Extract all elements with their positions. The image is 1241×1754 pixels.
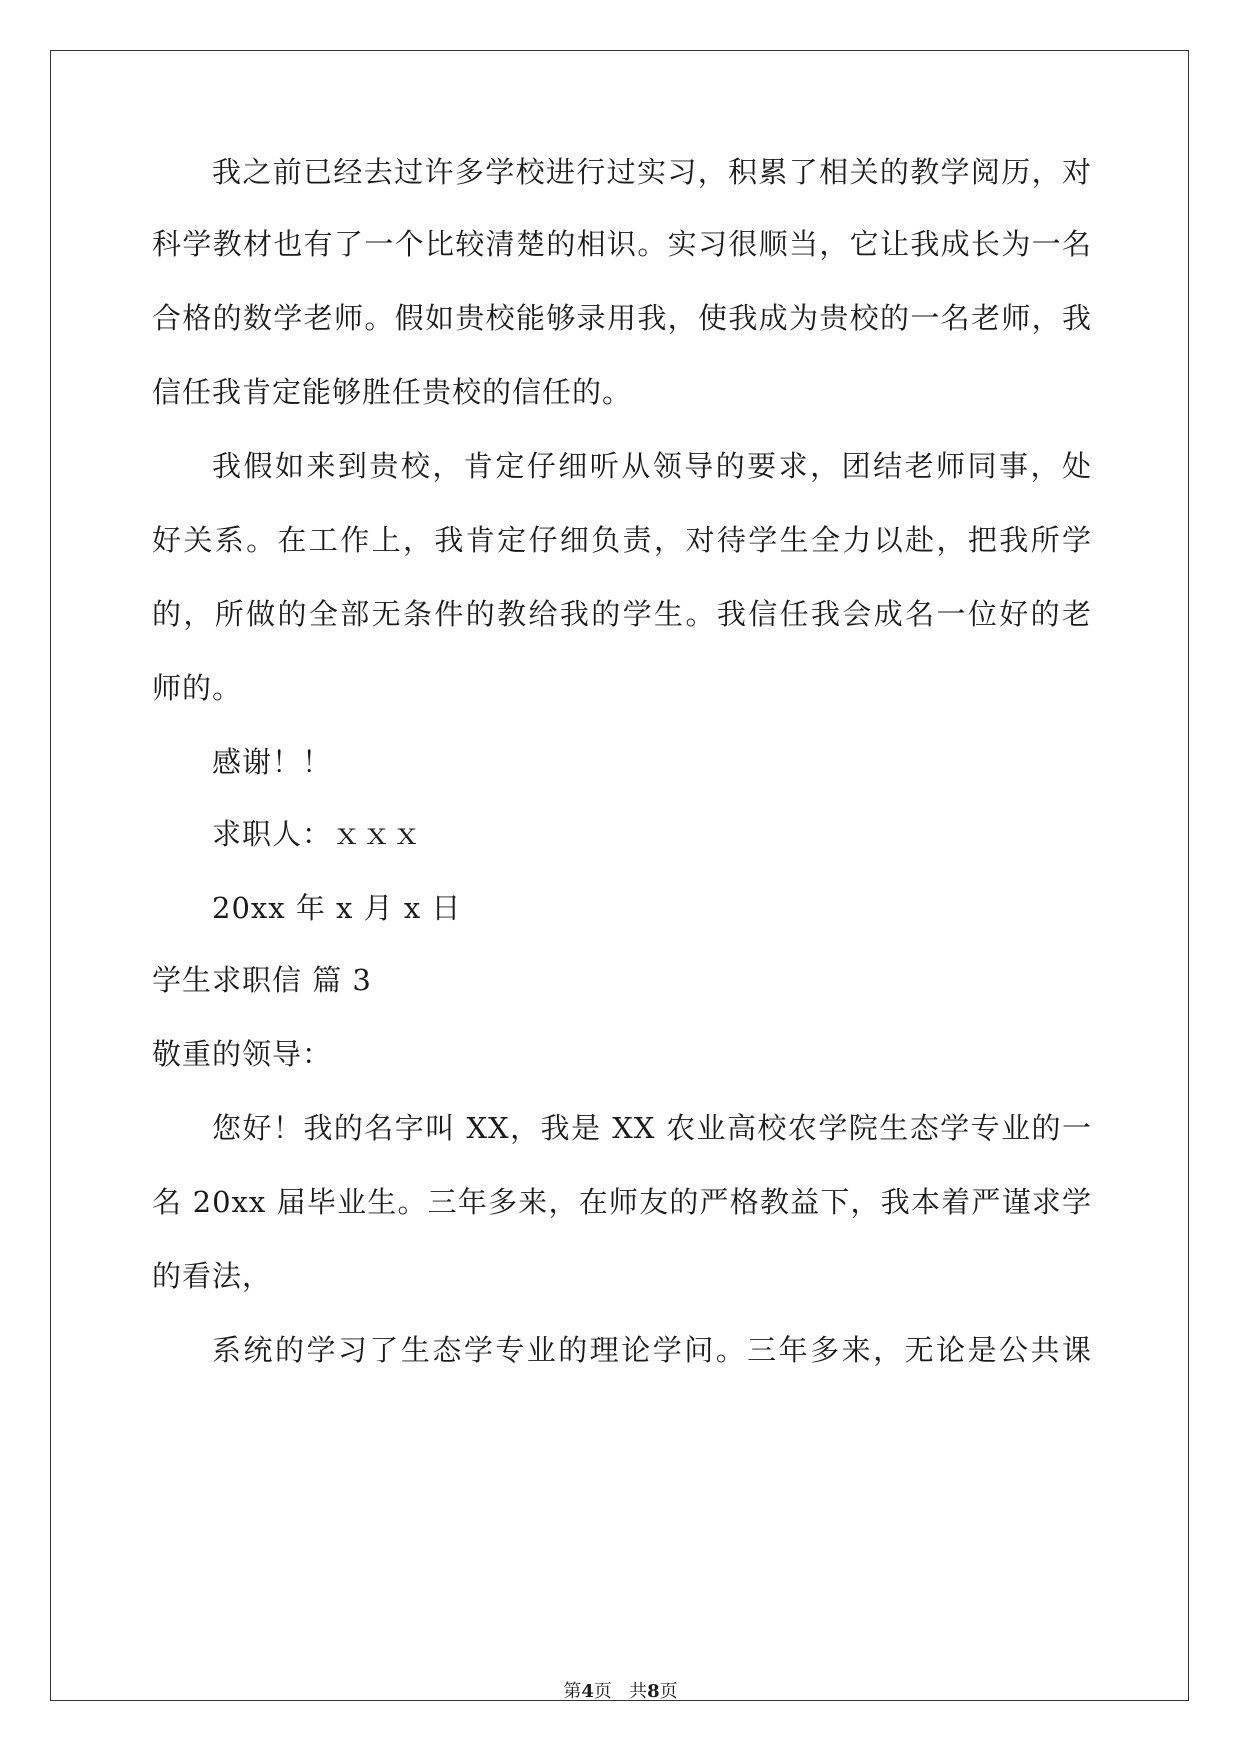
section-heading: 学生求职信 篇 3 (152, 963, 372, 997)
signature-date: 20xx 年 x 月 x 日 (212, 891, 462, 925)
page-footer (0, 1680, 1241, 1704)
closing-thanks: 感谢！！ (212, 745, 333, 779)
paragraph-line: 的看法， (152, 1259, 273, 1293)
paragraph-line: 您好！我的名字叫 XX，我是 XX 农业高校农学院生态学专业的一 (212, 1111, 1092, 1145)
paragraph-line: 我之前已经去过许多学校进行过实习，积累了相关的教学阅历，对 (212, 155, 1092, 189)
paragraph-line: 好关系。在工作上，我肯定仔细负责，对待学生全力以赴，把我所学 (152, 523, 1092, 557)
paragraph-line: 信任我肯定能够胜任贵校的信任的。 (152, 375, 633, 409)
paragraph-line: 科学教材也有了一个比较清楚的相识。实习很顺当，它让我成长为一名 (152, 227, 1092, 261)
footer-page-number: 4 (581, 1681, 594, 1702)
footer-total-pages: 8 (647, 1681, 660, 1702)
salutation: 敬重的领导： (152, 1037, 333, 1071)
signature-applicant: 求职人：ｘｘｘ (212, 817, 423, 851)
footer-total-prefix: 共 (629, 1681, 648, 1702)
paragraph-line: 师的。 (152, 671, 243, 705)
paragraph-line: 的，所做的全部无条件的教给我的学生。我信任我会成名一位好的老 (152, 597, 1092, 631)
footer-page-label: 页 (593, 1681, 612, 1702)
paragraph-line: 系统的学习了生态学专业的理论学问。三年多来，无论是公共课 (212, 1333, 1092, 1367)
paragraph-line: 合格的数学老师。假如贵校能够录用我，使我成为贵校的一名老师，我 (152, 301, 1092, 335)
footer-prefix: 第 (563, 1681, 582, 1702)
footer-total-label: 页 (659, 1681, 678, 1702)
paragraph-line: 名 20xx 届毕业生。三年多来，在师友的严格教益下，我本着严谨求学 (152, 1185, 1092, 1219)
paragraph-line: 我假如来到贵校，肯定仔细听从领导的要求，团结老师同事，处 (212, 449, 1092, 483)
